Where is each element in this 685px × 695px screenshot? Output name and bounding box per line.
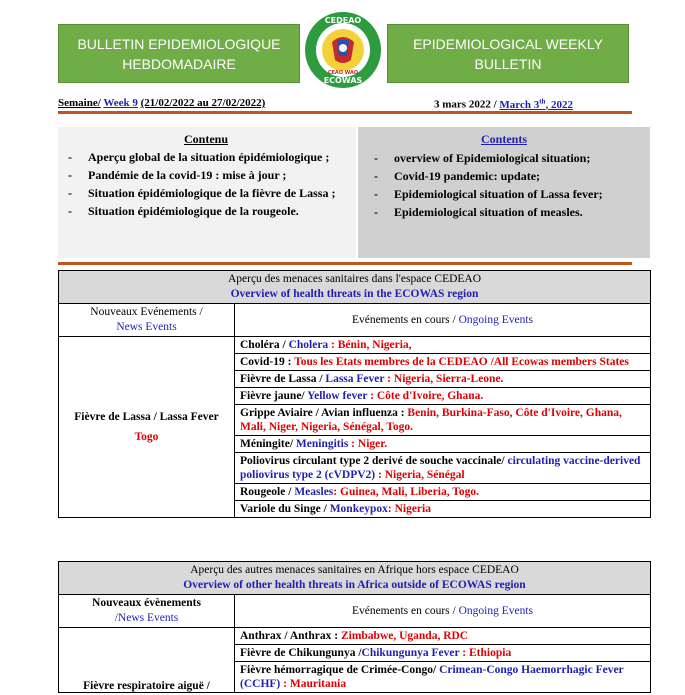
contents-en	[358, 127, 650, 258]
table1-title-fr: Aperçu des menaces sanitaires dans l'espace CEDEAO	[227, 273, 482, 285]
date-fr: 3 mars 2022 /	[434, 98, 497, 111]
table2-title-fr: Aperçu des autres menaces sanitaires en Afrique hors espace CEDEAO	[190, 564, 519, 576]
publication-date	[434, 97, 573, 111]
event-fr: Fièvre de Chikungunya /	[240, 647, 362, 659]
event-countries: Zimbabwe, Uganda, RDC	[340, 630, 469, 642]
table2-title-en: Overview of other health threats in Africa outside of ECOWAS region	[183, 579, 526, 591]
table1-col-ongoing	[235, 304, 651, 337]
table1-col-new	[59, 304, 235, 337]
table1-title-en: Overview of health threats in the ECOWAS region	[230, 288, 479, 300]
table1-col-new-fr: Nouveaux Evénements /	[90, 306, 203, 318]
contents-en-item: - Epidemiological situation of measles.	[364, 204, 644, 220]
event-countries: Nigeria, Sénégal	[384, 469, 465, 481]
table1-new-event	[59, 337, 235, 518]
table2-col-new-fr: Nouveaux évènements	[92, 597, 201, 609]
date-en-suffix: , 2022	[545, 98, 573, 111]
contents-fr-item: - Pandémie de la covid-19 : mise à jour ;	[64, 167, 348, 183]
event-countries: Niger.	[357, 438, 388, 450]
table-row	[235, 484, 651, 501]
event-fr: Fièvre hémorragique de Crimée-Congo/	[240, 664, 437, 676]
table-row	[235, 337, 651, 354]
event-countries: Mauritania	[289, 678, 347, 690]
event-sep: :	[348, 438, 356, 450]
event-countries: Ethiopia	[469, 647, 512, 659]
event-en: Yellow fever	[307, 390, 368, 402]
table2-title	[59, 562, 651, 595]
date-en	[499, 99, 573, 111]
contents-fr-title: Contenu	[183, 132, 228, 146]
logo-bottom-text: ECOWAS	[323, 76, 363, 85]
bulletin-title-fr	[58, 24, 300, 83]
contents-fr-item: - Aperçu global de la situation épidémiologique ;	[64, 149, 348, 165]
bulletin-title-en-text: EPIDEMIOLOGICAL WEEKLY BULLETIN	[413, 35, 603, 72]
table-row	[235, 388, 651, 405]
contents-en-item: - Epidemiological situation of Lassa fever;	[364, 186, 644, 202]
contents-en-item: - Covid-19 pandemic: update;	[364, 168, 644, 184]
contents-en-item: - overview of Epidemiological situation;	[364, 150, 644, 166]
table1-col-ongoing-fr: Evénements en cours /	[351, 313, 456, 326]
table2-col-new	[59, 595, 235, 628]
event-countries: Tous les Etats membres de la CEDEAO /All Ecowas members States	[294, 356, 629, 368]
table-row	[235, 371, 651, 388]
table-row	[235, 436, 651, 453]
event-countries: Nigeria, Sierra-Leone.	[393, 373, 504, 385]
table-row	[235, 354, 651, 371]
table1-col-new-en: News Events	[116, 321, 177, 333]
week-link: Week 9	[103, 97, 138, 109]
event-fr: Poliovirus circulant type 2 derivé de souche vaccinale/	[240, 455, 505, 467]
event-countries: Nigeria	[394, 503, 431, 515]
event-sep: :	[375, 469, 382, 481]
event-fr: Méningite/	[240, 438, 294, 450]
table1-col-ongoing-en: Ongoing Events	[458, 313, 534, 326]
event-fr: Grippe Aviaire / Avian influenza :	[240, 407, 405, 419]
table-row	[235, 645, 651, 662]
contents-fr-item: - Situation épidémiologique de la rougeole.	[64, 203, 348, 219]
table2-col-ongoing	[235, 595, 651, 628]
event-fr: Rougeole /	[240, 486, 292, 498]
week-info	[58, 97, 265, 109]
event-en: Monkeypox	[329, 503, 388, 515]
event-fr: Choléra /	[240, 339, 286, 351]
contents-fr-item: - Situation épidémiologique de la fièvre de Lassa ;	[64, 185, 348, 201]
logo-top-text: CEDEAO	[324, 16, 362, 25]
table-row	[235, 628, 651, 645]
event-fr: Variole du Singe /	[240, 503, 327, 515]
new-event-country: Togo	[134, 431, 159, 443]
table-row	[235, 405, 651, 436]
table2-col-ongoing-fr: Evénements en cours /	[351, 604, 456, 617]
event-fr: Anthrax / Anthrax :	[240, 630, 339, 642]
table2-new-event	[59, 628, 235, 693]
event-countries: Guinea, Mali, Liberia, Togo.	[340, 486, 479, 498]
event-sep: :	[384, 373, 392, 385]
event-countries: Bénin, Nigeria,	[337, 339, 412, 351]
event-en: Meningitis	[295, 438, 349, 450]
event-fr: Covid-19 :	[240, 356, 292, 368]
event-sep: :	[387, 503, 392, 515]
new-event-name: Fièvre de Lassa / Lassa Fever	[74, 411, 219, 423]
event-sep: :	[328, 339, 335, 351]
new-event-partial: Fièvre respiratoire aiguë /	[83, 680, 210, 692]
table-row	[235, 453, 651, 484]
event-en: Measles	[294, 486, 334, 498]
event-en: Cholera	[288, 339, 329, 351]
bulletin-title-en	[387, 24, 629, 83]
table2-col-new-en: /News Events	[114, 612, 179, 624]
table1-title	[59, 271, 651, 304]
africa-threats-table	[58, 561, 651, 693]
date-en-prefix: March 3	[499, 98, 540, 111]
week-label: Semaine/	[58, 97, 101, 109]
event-countries: Benin, Burkina-Faso, Côte d'Ivoire, Ghana, Mali, Niger, Nigeria, Sénégal, Togo.	[240, 407, 622, 433]
ecowas-logo	[303, 10, 383, 90]
event-fr: Fièvre jaune/	[240, 390, 305, 402]
divider-middle	[58, 262, 632, 265]
table-row	[235, 501, 651, 518]
table-row	[235, 662, 651, 693]
week-range: (21/02/2022 au 27/02/2022)	[140, 97, 266, 109]
event-sep: :	[459, 647, 467, 659]
event-fr: Fièvre de Lassa /	[240, 373, 323, 385]
event-sep: :	[367, 390, 374, 402]
event-countries: Côte d'Ivoire, Ghana.	[376, 390, 484, 402]
logo-band-text: CEAO WAO	[327, 70, 359, 76]
event-sep: :	[333, 486, 338, 498]
event-sep: :	[280, 678, 287, 690]
contents-en-title: Contents	[480, 132, 527, 146]
event-en: Lassa Fever	[325, 373, 385, 385]
contents-fr	[58, 127, 356, 258]
event-en: circulating vaccine-derived poliovirus type 2 (cVDPV2)	[240, 455, 641, 481]
bulletin-title-fr-text: BULLETIN EPIDEMIOLOGIQUE HEBDOMADAIRE	[77, 35, 281, 72]
event-en: Chikungunya Fever	[361, 647, 460, 659]
ecowas-threats-table	[58, 270, 651, 518]
table2-col-ongoing-en: Ongoing Events	[458, 604, 534, 617]
event-en: Crimean-Congo Haemorrhagic Fever (CCHF)	[240, 664, 624, 690]
date-en-sup: th	[539, 97, 546, 105]
divider-top	[58, 111, 632, 114]
